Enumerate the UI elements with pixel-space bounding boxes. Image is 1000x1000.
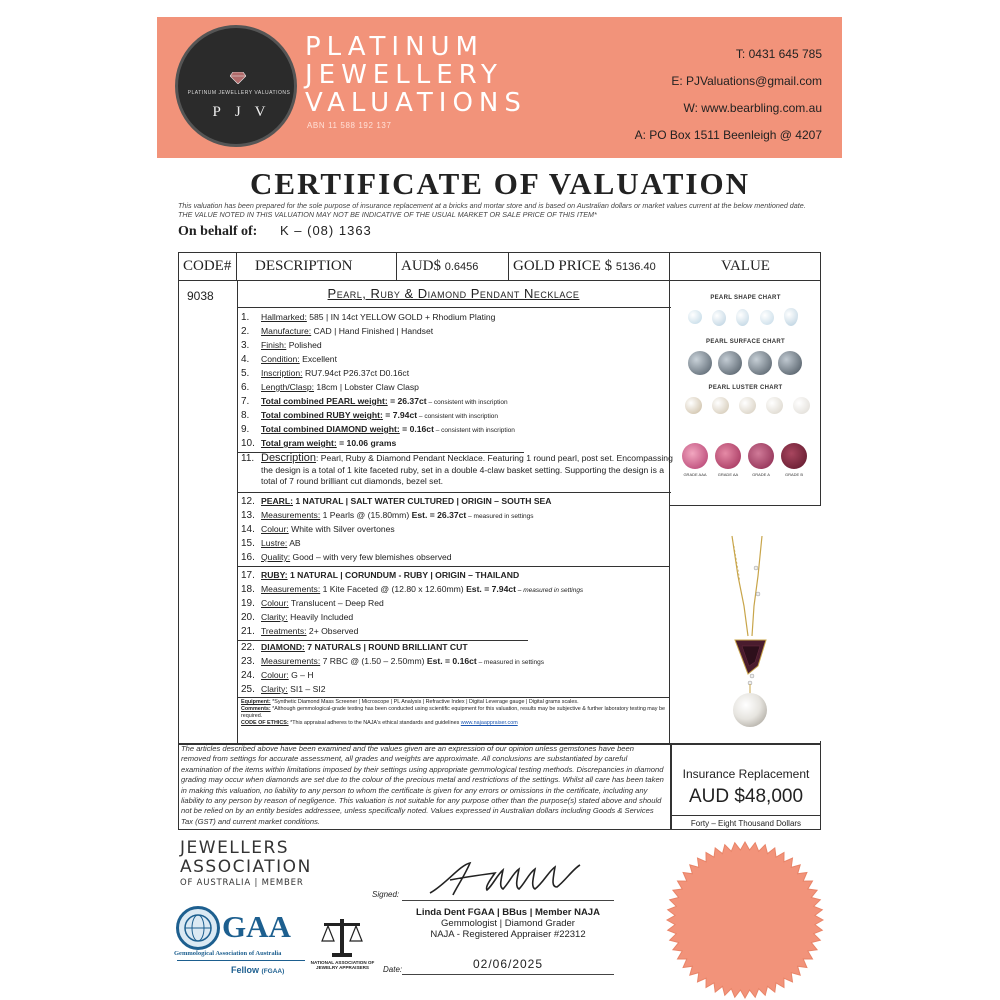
pearl-luster-swatch [739,397,756,414]
logo-initials: PJV [212,104,280,120]
ruby-row-clarity: 20. Clarity: Heavily Included [241,612,354,623]
ruby-grade-label: GRADE A [752,472,770,477]
seal-sticker-icon [665,840,825,1000]
disclaimer-line-2: THE VALUE NOTED IN THIS VALUATION MAY NOT BE INDICATIVE OF THE USUAL MARKET OR SALE PRICE OF THIS ITEM* [178,210,597,219]
pearl-row-type: 12. PEARL: 1 NATURAL | SALT WATER CULTURED | ORIGIN – SOUTH SEA [241,496,552,507]
contact-website: W: www.bearbling.com.au [683,101,822,115]
spec-row-hallmarked: 1. Hallmarked: 585 | IN 14ct YELLOW GOLD + Rhodium Plating [241,312,496,323]
insurance-value-words: Forty – Eight Thousand Dollars [672,815,820,828]
description-line-3: total of 7 round brilliant cut diamonds, bezel set. [261,476,444,486]
contact-email: E: PJValuations@gmail.com [671,74,822,88]
ja-logo-sub: OF AUSTRALIA | MEMBER [180,878,304,888]
pjv-logo [175,25,297,147]
pearl-surface-swatch [718,351,742,375]
ja-logo-line-2: ASSOCIATION [180,857,312,877]
divider [238,492,671,493]
divider [238,307,671,308]
gold-price-value: 5136.40 [615,261,656,273]
spec-row-finish: 3. Finish: Polished [241,340,322,351]
spec-row-manufacture: 2. Manufacture: CAD | Hand Finished | Handset [241,326,434,337]
ruby-grade-swatch [715,443,741,469]
equipment-note: Equipment: *Synthetic Diamond Mass Screener | Microscope | PL Analysis | Refractive Index | Digital Leverage gauge | Digital grams scales. [241,699,579,705]
spec-row-ruby-weight: 8. Total combined RUBY weight: = 7.94ct – consistent with inscription [241,410,499,421]
value-column [670,281,821,801]
ruby-grade-swatch [781,443,807,469]
comments-note: Comments: *Although gemmological-grade testing has been conducted using scientific equipment for this valuation, results may be subjective & further laboratory testing may be required. [241,706,665,719]
naja-link[interactable]: www.najaappraiser.com [460,720,518,726]
brand-line-2: JEWELLERY [305,60,503,90]
pearl-luster-chart-title: PEARL LUSTER CHART [708,385,783,391]
ruby-grade-label: GRADE AA [717,472,739,477]
divider [238,566,671,567]
certificate-title: CERTIFICATE OF VALUATION [250,166,750,201]
ruby-row-measurements: 18. Measurements: 1 Kite Faceted @ (12.80 x 12.60mm) Est. = 7.94ct – measured in settings [241,584,584,595]
pearl-surface-swatch [748,351,772,375]
spec-row-gram-weight: 10. Total gram weight: = 10.06 grams [241,438,397,449]
ruby-grade-label: GRADE AAA [683,472,707,477]
item-code: 9038 [187,289,214,303]
pearl-luster-swatch [712,397,729,414]
insurance-title: Insurance Replacement [682,767,810,781]
signer-title-1: Gemmologist | Diamond Grader [441,918,575,929]
pearl-luster-swatch [685,397,702,414]
contact-address: A: PO Box 1511 Beenleigh @ 4207 [634,128,822,142]
pearl-shape-swatch [736,309,749,326]
gold-price-label: GOLD PRICE $ [513,258,613,274]
brand-line-3: VALUATIONS [305,88,527,118]
naja-logo-text: NATIONAL ASSOCIATION OF JEWELRY APPRAISERS [310,960,375,971]
pearl-shape-swatch [688,310,702,324]
date-line [402,974,614,975]
diamond-row-type: 22. DIAMOND: 7 NATURALS | ROUND BRILLIANT CUT [241,642,468,653]
necklace-photo [670,506,821,741]
gaa-fellow: Fellow (FGAA) [231,965,285,975]
brand-line-1: PLATINUM [305,32,484,62]
signature-image [425,855,585,900]
divider [238,697,671,698]
diamond-row-measurements: 23. Measurements: 7 RBC @ (1.50 – 2.50mm) Est. = 0.16ct – measured in settings [241,656,544,667]
description-header: DESCRIPTION [237,253,397,281]
divider [177,960,305,961]
letterhead [157,17,842,158]
contact-phone: T: 0431 645 785 [735,47,822,61]
abn-number: ABN 11 588 192 137 [307,121,392,130]
pearl-surface-chart-title: PEARL SURFACE CHART [706,339,785,345]
pearl-luster-chart [685,397,810,421]
ruby-row-type: 17. RUBY: 1 NATURAL | CORUNDUM - RUBY | ORIGIN – THAILAND [241,570,520,581]
date-value: 02/06/2025 [472,957,544,971]
pearl-surface-chart [688,351,808,381]
diamond-row-colour: 24. Colour: G – H [241,670,314,681]
pearl-surface-swatch [778,351,802,375]
pearl-luster-swatch [793,397,810,414]
spec-row-inscription: 5. Inscription: RU7.94ct P26.37ct D0.16ct [241,368,410,379]
spec-row-description: 11. Description: Pearl, Ruby & Diamond Pendant Necklace. Featuring 1 round pearl, post set. Encompassing [241,452,673,464]
ruby-grade-chart [678,443,818,503]
gold-price-cell [509,253,670,281]
description-box [237,281,673,743]
date-label: Date: [383,965,403,974]
pearl-row-measurements: 13. Measurements: 1 Pearls @ (15.80mm) Est. = 26.37ct – measured in settings [241,510,534,521]
pearl-row-quality: 16. Quality: Good – with very few blemishes observed [241,552,452,563]
ruby-row-colour: 19. Colour: Translucent – Deep Red [241,598,384,609]
behalf-label: On behalf of: [178,224,258,239]
insurance-value: AUD $48,000 [688,786,804,807]
terms-text: The articles described above have been examined and the values given are an expression of our opinion unless gemstones have been removed from settings for accurate assessment, all grades and weights are approximate. All conclusions are substantiated by careful examination of the items within limitations imposed by their settings using appropriate gemmological testing methods. Discrepancies in diamond grading may occur when diamonds are set due to the colour of the precious metal and restrictions of the settings. Whilst all care has been taken in making this valuation, no liability to any person to whom the certificate is given for any errors or omissions in the certificate, including any liability to any person by reason of negligence. This valuation is not suitable for any purpose other than the purpose(s) stated above and should not be relied on by an entity besides addressee, unless specifically noted. Values expressed in Australian dollars including Goods & Services Tax (GST) and current market conditions. [181,744,664,826]
globe-icon [179,909,217,947]
pearl-surface-swatch [688,351,712,375]
aud-value: 0.6456 [444,261,479,273]
aud-cell [397,253,509,281]
ruby-row-treatments: 21. Treatments: 2+ Observed [241,626,359,637]
signer-title-2: NAJA - Registered Appraiser #22312 [430,929,586,940]
ruby-grade-label: GRADE B [784,472,803,477]
aud-label: AUD$ [401,258,441,274]
pearl-shape-swatch [760,310,774,325]
signature-line [402,900,614,901]
gaa-logo-text: GAA [222,909,291,944]
ruby-grade-swatch [748,443,774,469]
logo-small-text: PLATINUM JEWELLERY VALUATIONS [187,90,291,96]
pearl-shape-chart [688,308,808,330]
divider [670,743,821,745]
behalf-value: K – (08) 1363 [280,223,372,238]
pearl-luster-swatch [766,397,783,414]
spec-row-diamond-weight: 9. Total combined DIAMOND weight: = 0.16ct – consistent with inscription [241,424,515,435]
code-header: CODE# [179,253,237,281]
signed-label: Signed: [372,890,400,899]
spec-row-pearl-weight: 7. Total combined PEARL weight: = 26.37ct – consistent with inscription [241,396,508,407]
ethics-note: CODE OF ETHICS: *This appraisal adheres to the NAJA's ethical standards and guidelines www.najaappraiser.com [241,720,518,726]
ruby-grade-swatch [682,443,708,469]
gaa-emblem-icon [176,906,220,950]
gaa-logo-sub: Gemmological Association of Australia [174,950,282,957]
signer-name: Linda Dent FGAA | BBus | Member NAJA [416,907,600,918]
pearl-row-lustre: 15. Lustre: AB [241,538,301,549]
pearl-row-colour: 14. Colour: White with Silver overtones [241,524,395,535]
item-title: Pearl, Ruby & Diamond Pendant Necklace [327,286,580,301]
pearl-shape-swatch [784,308,798,326]
value-header: VALUE [670,253,821,281]
pearl-shape-chart-title: PEARL SHAPE CHART [710,295,781,301]
spec-row-condition: 4. Condition: Excellent [241,354,337,365]
ja-logo-line-1: JEWELLERS [180,838,290,858]
disclaimer-line-1: This valuation has been prepared for the sole purpose of insurance replacement at a bricks and mortar store and is based on Australian dollars or market values current at the below mentioned date. [178,201,806,210]
pearl-shape-swatch [712,310,726,326]
scales-of-justice-icon [318,915,366,960]
spec-row-length: 6. Length/Clasp: 18cm | Lobster Claw Clasp [241,382,419,393]
diamond-row-clarity: 25. Clarity: SI1 – SI2 [241,684,326,695]
diamond-icon [230,72,246,84]
description-line-2: the design is a total of 1 kite faceted ruby, set in a double 4-claw basket setting. Supporting the design is a [261,465,665,475]
